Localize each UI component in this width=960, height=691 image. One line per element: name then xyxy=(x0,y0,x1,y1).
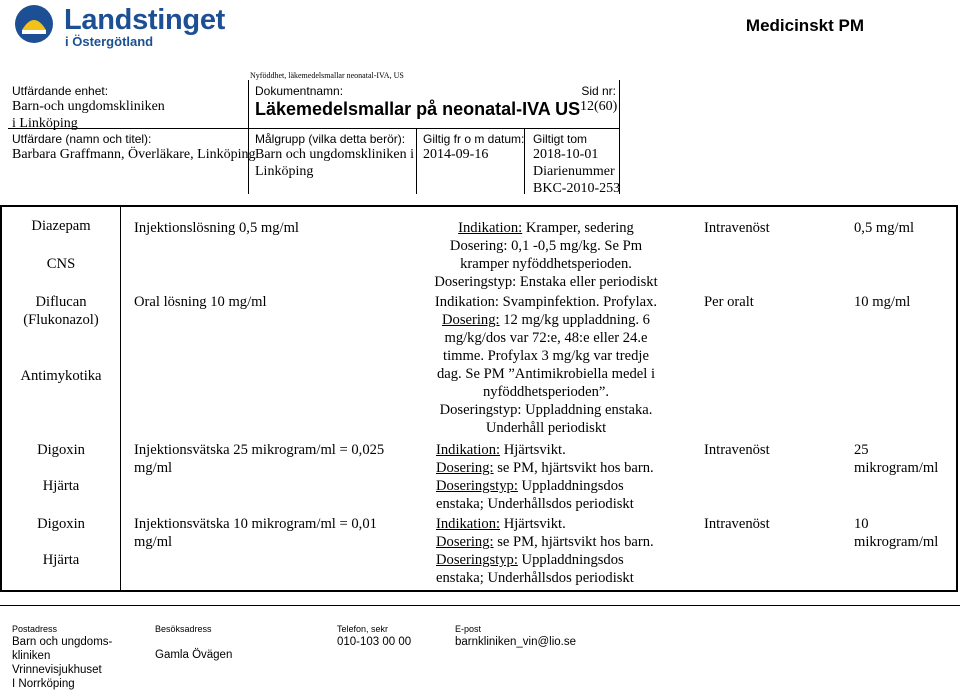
visiting-address-label: Besöksadress xyxy=(155,624,212,634)
logo-region-text: i Östergötland xyxy=(65,34,154,49)
concentration-line: 10 xyxy=(854,516,869,532)
author-cell xyxy=(12,132,255,163)
dosing-text: 12 mg/kg uppladdning. 6 xyxy=(499,312,650,328)
drug-form xyxy=(134,515,377,551)
indication-block xyxy=(414,293,678,437)
document-type-title: Medicinskt PM xyxy=(745,16,864,35)
indication-label: Indikation: xyxy=(436,442,501,458)
phone-number: 010-103 00 00 xyxy=(337,636,412,648)
indication-block xyxy=(436,441,700,513)
drug-group: Hjärta xyxy=(42,478,80,494)
diary-number-label: Diarienummer xyxy=(533,164,615,179)
concentration-line: mikrogram/ml xyxy=(854,460,939,476)
dosing-text: se PM, hjärtsvikt hos barn. xyxy=(493,534,654,550)
page-number-value: 12(60) xyxy=(580,99,618,114)
concentration-line: 25 xyxy=(854,442,869,458)
drug-name: Diflucan xyxy=(35,294,87,310)
dosing-text: se PM, hjärtsvikt hos barn. xyxy=(493,460,654,476)
indication-label: Indikation: xyxy=(436,516,501,532)
target-group-label: Målgrupp (vilka detta berör): xyxy=(255,132,406,146)
dosing-text: mg/kg/dos var 72:e, 48:e eller 24.e xyxy=(444,330,648,346)
target-group-value-2: Linköping xyxy=(255,164,314,179)
route: Intravenöst xyxy=(704,442,770,458)
drug-name: Diazepam xyxy=(31,218,91,234)
author-label: Utfärdare (namn och titel): xyxy=(12,132,152,146)
dosing-type-label: Doseringstyp: xyxy=(434,274,517,290)
indication-block xyxy=(414,219,678,291)
landstinget-logo xyxy=(14,2,226,49)
email-address: barnkliniken_vin@lio.se xyxy=(455,636,576,648)
diary-number-value: BKC-2010-253 xyxy=(533,181,621,196)
route: Intravenöst xyxy=(704,516,770,532)
logo-brand-text: Landstinget xyxy=(64,4,226,36)
drug-name: Digoxin xyxy=(37,442,85,458)
issuing-unit-cell xyxy=(12,84,165,132)
indication-text: Kramper, sedering xyxy=(522,220,634,236)
target-group-value-1: Barn och ungdomskliniken i xyxy=(255,147,415,162)
dosing-label: Dosering: xyxy=(436,534,494,550)
concentration: 10 mg/ml xyxy=(854,294,911,310)
dosing-type-text: enstaka; Underhållsdos periodiskt xyxy=(436,496,634,512)
issuing-unit-label: Utfärdande enhet: xyxy=(12,84,109,98)
indication-label: Indikation xyxy=(434,294,495,310)
concentration xyxy=(854,515,938,551)
drug-form-line: mg/ml xyxy=(134,534,173,550)
page-number-cell xyxy=(580,84,617,115)
route: Per oralt xyxy=(704,294,754,310)
dosing-type-text: Underhåll periodiskt xyxy=(485,420,607,436)
drug-form-line: Injektionsvätska 25 mikrogram/ml = 0,025 xyxy=(134,442,385,458)
small-document-title: Nyföddhet, läkemedelsmallar neonatal-IVA, US xyxy=(250,71,404,80)
page-number-label: Sid nr: xyxy=(581,84,616,98)
dosing-type-text: enstaka; Underhållsdos periodiskt xyxy=(436,570,634,586)
dosing-type-text: Uppladdningsdos xyxy=(517,552,624,568)
indication-text: Hjärtsvikt. xyxy=(500,442,566,458)
postal-address-line: kliniken xyxy=(12,650,51,662)
drug-alt-name: (Flukonazol) xyxy=(23,312,99,328)
drug-form: Injektionslösning 0,5 mg/ml xyxy=(134,220,299,236)
email-label: E-post xyxy=(455,624,482,634)
concentration xyxy=(854,441,938,477)
logo-mark-icon xyxy=(14,4,54,44)
issuing-unit-value-2: i Linköping xyxy=(12,116,78,131)
valid-from-cell xyxy=(416,128,524,194)
drug-form xyxy=(134,441,384,477)
dosing-text: nyföddhetsperioden”. xyxy=(482,384,610,400)
issuing-unit-value-1: Barn-och ungdomskliniken xyxy=(12,99,165,114)
target-group-cell xyxy=(248,128,414,194)
drug-group: Hjärta xyxy=(42,552,80,568)
dosing-label: Dosering: xyxy=(436,460,494,476)
dosing-type-text: Uppladdning enstaka. xyxy=(521,402,653,418)
dosing-type-label: Doseringstyp: xyxy=(436,478,518,494)
medication-table xyxy=(0,205,958,592)
dosing-label: Dosering: xyxy=(449,238,508,254)
postal-address xyxy=(12,635,112,691)
dosing-text: 0,1 -0,5 mg/kg. Se Pm xyxy=(507,238,643,254)
indication-block xyxy=(436,515,700,587)
dosing-text: timme. Profylax 3 mg/kg var tredje xyxy=(443,348,649,364)
document-name-label: Dokumentnamn: xyxy=(255,84,344,98)
dosing-type-text: Enstaka eller periodiskt xyxy=(516,274,658,290)
indication-text: : Svampinfektion. Profylax. xyxy=(494,294,658,310)
document-name-cell xyxy=(248,80,580,128)
column-divider xyxy=(120,207,121,590)
postal-address-line: I Norrköping xyxy=(12,678,75,690)
dosing-type-text: Uppladdningsdos xyxy=(517,478,624,494)
postal-address-line: Barn och ungdoms- xyxy=(12,636,113,648)
route: Intravenöst xyxy=(704,220,770,236)
phone-label: Telefon, sekr xyxy=(337,624,389,634)
author-value: Barbara Graffmann, Överläkare, Linköping xyxy=(12,147,256,162)
valid-to-label: Giltigt tom xyxy=(533,132,588,146)
drug-form: Oral lösning 10 mg/ml xyxy=(134,294,267,310)
postal-address-line: Vrinnevisjukhuset xyxy=(12,664,102,676)
valid-to-value: 2018-10-01 xyxy=(533,147,599,162)
valid-from-value: 2014-09-16 xyxy=(423,147,489,162)
dosing-label: Dosering: xyxy=(442,312,500,328)
valid-from-label: Giltig fr o m datum: xyxy=(423,132,525,146)
valid-to-cell xyxy=(524,128,620,194)
document-header-box xyxy=(8,80,620,194)
dosing-text: kramper nyföddhetsperioden. xyxy=(460,256,632,272)
concentration-line: mikrogram/ml xyxy=(854,534,939,550)
drug-name: Digoxin xyxy=(37,516,85,532)
indication-text: Hjärtsvikt. xyxy=(500,516,566,532)
document-footer xyxy=(0,605,960,690)
drug-form-line: mg/ml xyxy=(134,460,173,476)
dosing-type-label: Doseringstyp: xyxy=(439,402,522,418)
visiting-address: Gamla Övägen xyxy=(155,649,233,661)
drug-form-line: Injektionsvätska 10 mikrogram/ml = 0,01 xyxy=(134,516,377,532)
concentration: 0,5 mg/ml xyxy=(854,220,914,236)
postal-address-label: Postadress xyxy=(12,624,58,634)
dosing-text: dag. Se PM ”Antimikrobiella medel i xyxy=(436,366,656,382)
indication-label: Indikation: xyxy=(458,220,523,236)
document-name-value: Läkemedelsmallar på neonatal-IVA US xyxy=(255,99,581,119)
drug-group: CNS xyxy=(46,256,76,272)
dosing-type-label: Doseringstyp: xyxy=(436,552,518,568)
drug-group: Antimykotika xyxy=(20,368,102,384)
